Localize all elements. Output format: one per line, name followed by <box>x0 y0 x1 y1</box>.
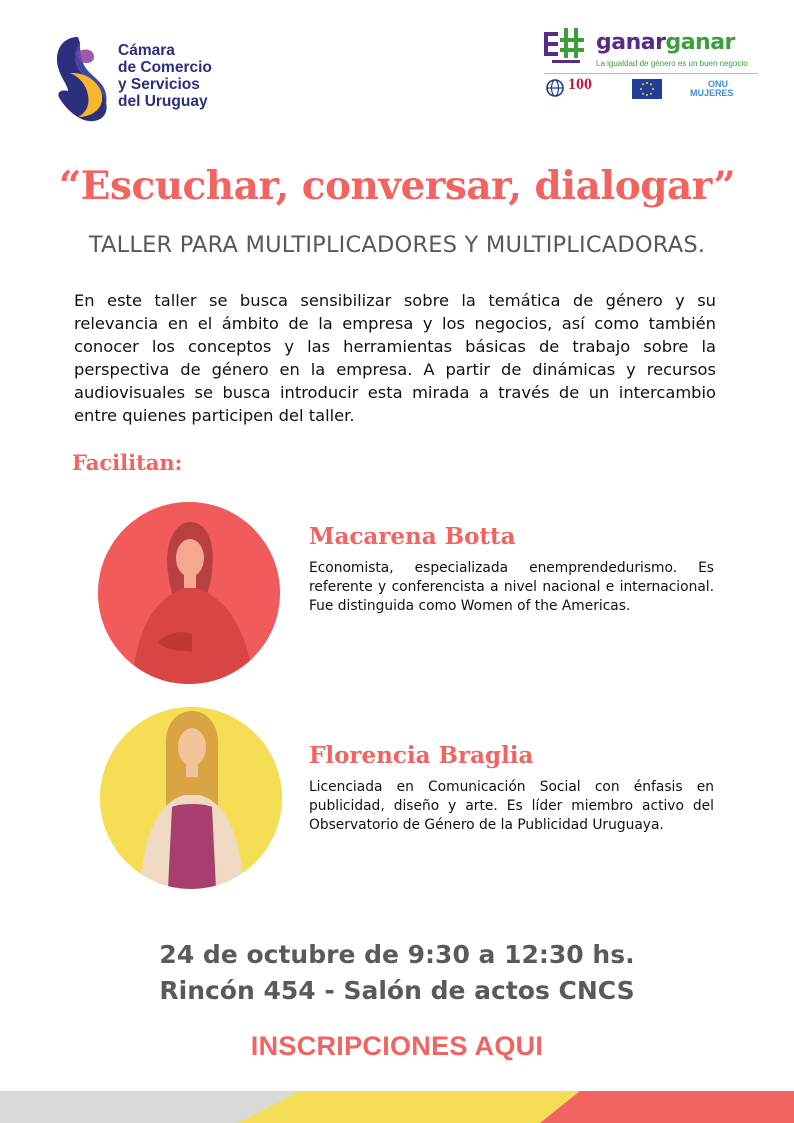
event-location: Rincón 454 - Salón de actos CNCS <box>159 976 635 1005</box>
cncs-logo-line: del Uruguay <box>118 93 208 110</box>
ganarganar-tagline: La igualdad de género es un buen negocio <box>596 59 748 68</box>
cncs-logo-line: Cámara <box>118 42 175 59</box>
ganarganar-word-1: ganar <box>596 30 666 55</box>
intro-paragraph: En este taller se busca sensibilizar sobre la temática de género y su relevancia en el ámbito de la empresa y los negocios, así como también conocer los conceptos y las herramientas básicas de trabajo sobre la perspectiva de género en la empresa. A partir de dinámicas y recursos audiovisuales se busca introducir esta mirada a través de un intercambio entre quienes participen del taller. <box>74 291 716 425</box>
ganarganar-wordmark <box>596 30 735 55</box>
logo-divider <box>544 73 758 74</box>
ganarganar-mark-icon <box>542 26 586 66</box>
cncs-logo-line: de Comercio <box>118 59 212 76</box>
facilitator-photo-2 <box>100 707 282 889</box>
facilitators-heading: Facilitan: <box>72 450 183 475</box>
ganarganar-word-2: ganar <box>665 30 735 55</box>
mujeres-text: MUJERES <box>690 88 734 98</box>
facilitator-bio-1: Economista, especializada enemprendedurismo. Es referente y conferencista a nivel nacional e internacional. Fue distinguida como Women of the Americas. <box>309 560 714 614</box>
registration-link[interactable]: INSCRIPCIONES AQUI <box>250 1031 544 1061</box>
footer-stripe <box>0 1091 794 1123</box>
oit-globe-icon <box>544 78 566 98</box>
facilitator-name-2: Florencia Braglia <box>309 742 534 769</box>
onu-text: ONU <box>708 79 728 89</box>
page-subtitle: TALLER PARA MULTIPLICADORES Y MULTIPLICADORAS. <box>88 232 706 258</box>
cncs-logo-line: y Servicios <box>118 76 200 93</box>
eu-flag-icon <box>632 79 662 99</box>
page-title: “Escuchar, conversar, dialogar” <box>58 163 736 209</box>
cncs-logo-text <box>118 42 212 110</box>
facilitator-photo-1 <box>98 502 280 684</box>
cncs-logo-icon <box>50 33 110 125</box>
facilitator-name-1: Macarena Botta <box>309 523 516 550</box>
facilitator-bio-2: Licenciada en Comunicación Social con énfasis en publicidad, diseño y arte. Es líder miembro activo del Observatorio de Género de la Publicidad Uruguaya. <box>309 779 714 833</box>
onu-mujeres-logo <box>690 80 734 98</box>
event-date: 24 de octubre de 9:30 a 12:30 hs. <box>159 940 635 969</box>
oit-100-badge: 100 <box>568 76 592 93</box>
